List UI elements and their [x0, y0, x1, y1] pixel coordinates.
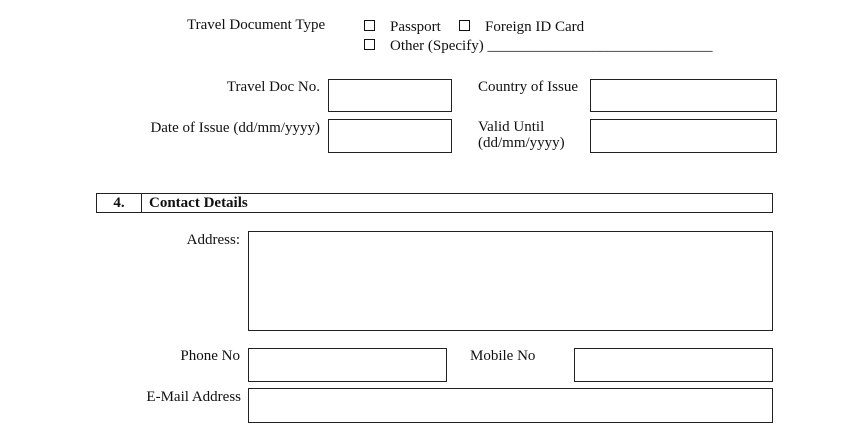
email-address-field[interactable] — [248, 388, 773, 423]
email-address-label: E-Mail Address — [146, 389, 241, 405]
valid-until-field[interactable] — [590, 119, 777, 153]
date-of-issue-label: Date of Issue (dd/mm/yyyy) — [150, 120, 320, 136]
section-number: 4. — [97, 194, 142, 212]
phone-no-field[interactable] — [248, 348, 447, 382]
contact-details-section-header — [96, 193, 773, 213]
travel-doc-no-label: Travel Doc No. — [226, 79, 320, 95]
section-title: Contact Details — [149, 195, 248, 211]
foreign-id-card-checkbox[interactable] — [459, 20, 470, 31]
date-of-issue-field[interactable] — [328, 119, 452, 153]
country-of-issue-label: Country of Issue — [478, 79, 578, 95]
address-label: Address: — [186, 232, 240, 248]
travel-doc-type-label: Travel Document Type — [187, 17, 326, 33]
phone-no-label: Phone No — [180, 348, 240, 364]
country-of-issue-field[interactable] — [590, 79, 777, 112]
valid-until-label — [478, 119, 565, 151]
valid-until-label-line2: (dd/mm/yyyy) — [478, 135, 565, 151]
passport-checkbox[interactable] — [364, 20, 375, 31]
address-field[interactable] — [248, 231, 773, 331]
valid-until-label-line1: Valid Until — [478, 119, 545, 135]
passport-option-label: Passport — [390, 19, 441, 35]
foreign-id-card-option-label: Foreign ID Card — [485, 19, 585, 35]
travel-doc-no-field[interactable] — [328, 79, 452, 112]
other-specify-checkbox[interactable] — [364, 39, 375, 50]
other-specify-option-label: Other (Specify) ______________________________ — [390, 38, 713, 54]
mobile-no-label: Mobile No — [470, 348, 536, 364]
mobile-no-field[interactable] — [574, 348, 773, 382]
